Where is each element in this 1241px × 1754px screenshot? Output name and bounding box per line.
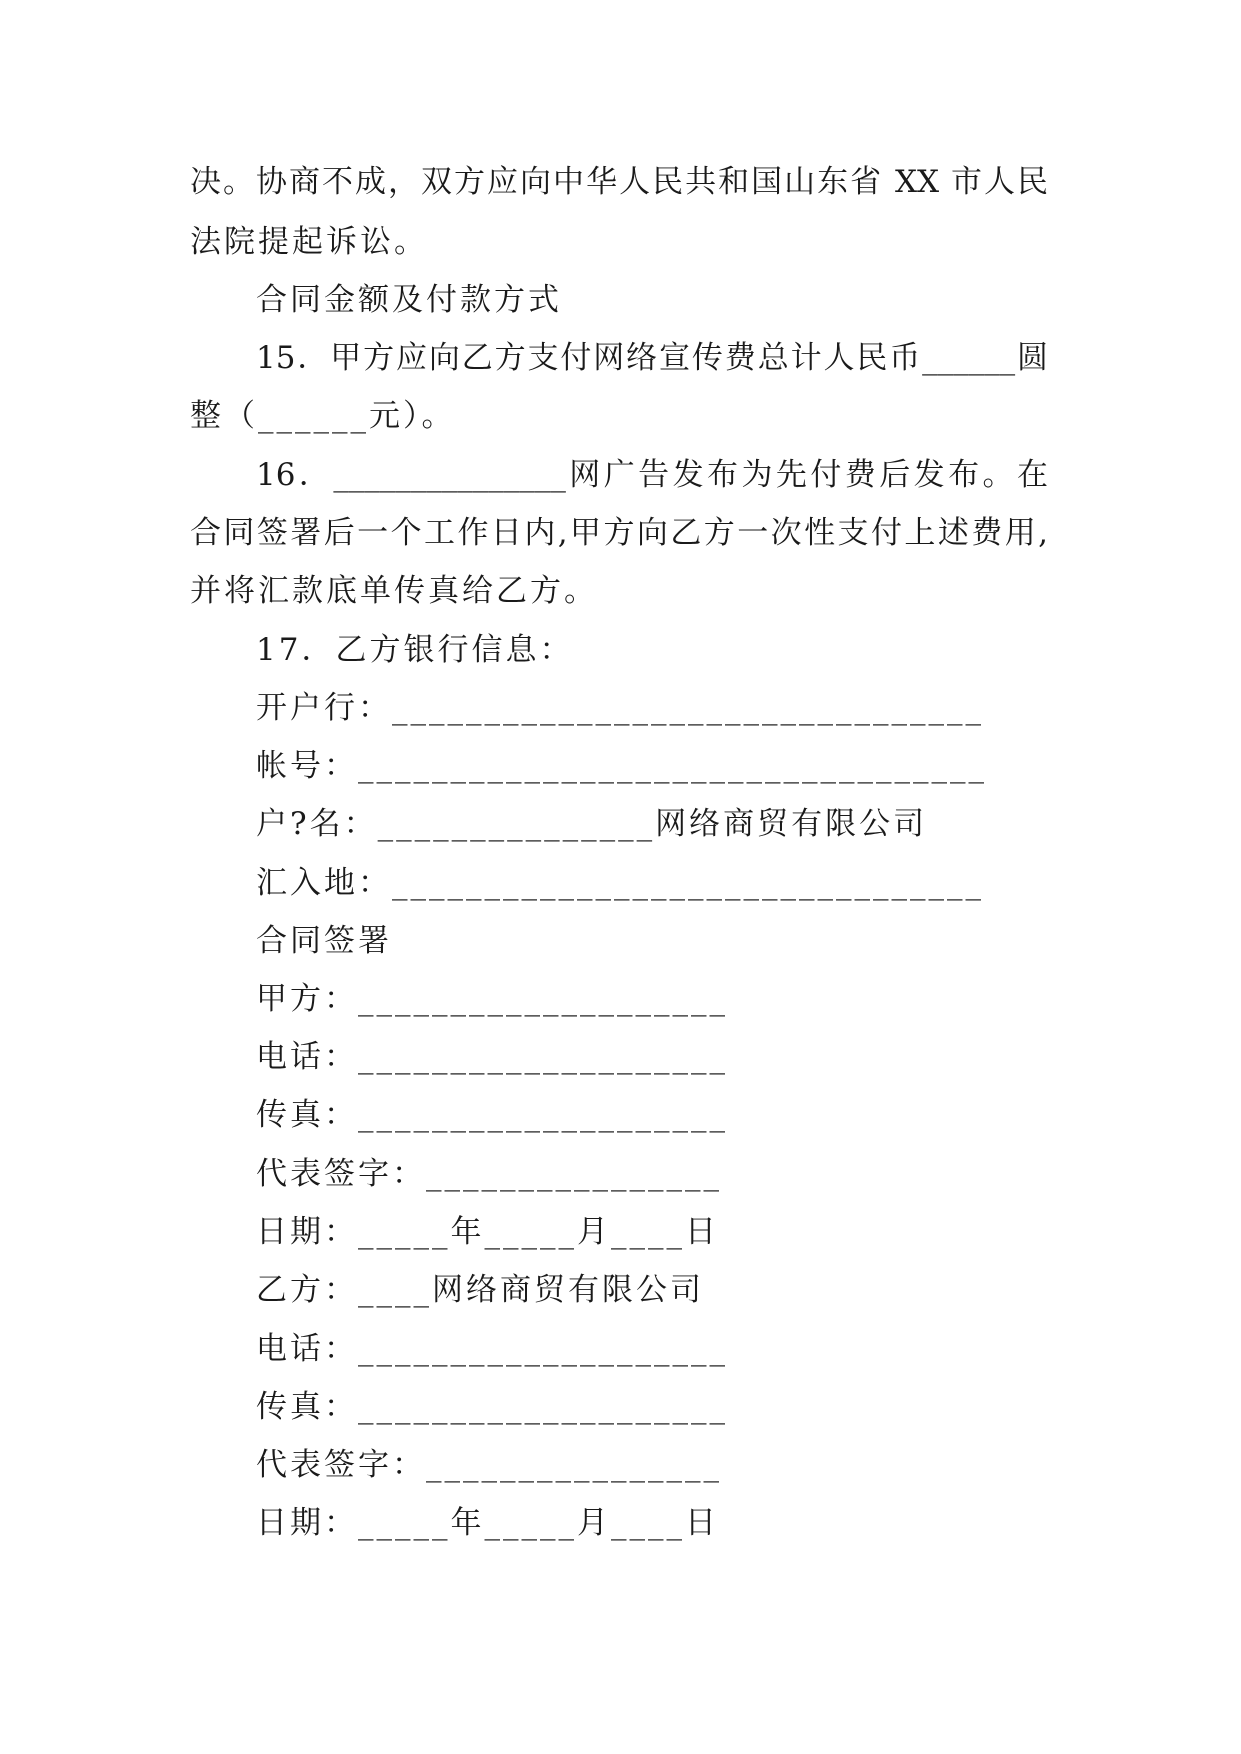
party-a-field: 日期：_____年_____月____日 — [256, 1214, 719, 1250]
party-b-field: 代表签字：________________ — [256, 1447, 722, 1483]
section-heading: 合同金额及付款方式 — [256, 282, 562, 318]
bank-field: 开户行：________________________________ — [256, 690, 984, 726]
party-b-field: 乙方：____网络商贸有限公司 — [256, 1272, 704, 1308]
paragraph-line: 法院提起诉讼。 — [190, 224, 428, 260]
party-b-field: 传真：____________________ — [256, 1389, 728, 1425]
bank-field: 汇入地：________________________________ — [256, 865, 984, 901]
clause-15-line: 15．甲方应向乙方支付网络宣传费总计人民币______圆 — [256, 340, 1048, 376]
party-a-field: 甲方：____________________ — [256, 981, 728, 1017]
paragraph-line: 决。协商不成，双方应向中华人民共和国山东省 XX 市人民 — [190, 164, 1048, 200]
clause-17-heading: 17．乙方银行信息： — [256, 632, 574, 668]
party-a-field: 传真：____________________ — [256, 1097, 728, 1133]
party-b-field: 电话：____________________ — [256, 1331, 728, 1367]
clause-16-line: 并将汇款底单传真给乙方。 — [190, 573, 598, 609]
bank-field: 帐号：__________________________________ — [256, 748, 987, 784]
bank-field: 户?名：_______________网络商贸有限公司 — [256, 806, 928, 842]
clause-16-line: 16．_______________网广告发布为先付费后发布。在 — [256, 457, 1048, 493]
clause-16-line: 合同签署后一个工作日内,甲方向乙方一次性支付上述费用, — [190, 515, 1048, 551]
party-a-field: 电话：____________________ — [256, 1039, 728, 1075]
signing-heading: 合同签署 — [256, 923, 392, 959]
clause-15-line: 整（______元）。 — [190, 398, 456, 434]
party-b-field: 日期：_____年_____月____日 — [256, 1505, 719, 1541]
party-a-field: 代表签字：________________ — [256, 1156, 722, 1192]
